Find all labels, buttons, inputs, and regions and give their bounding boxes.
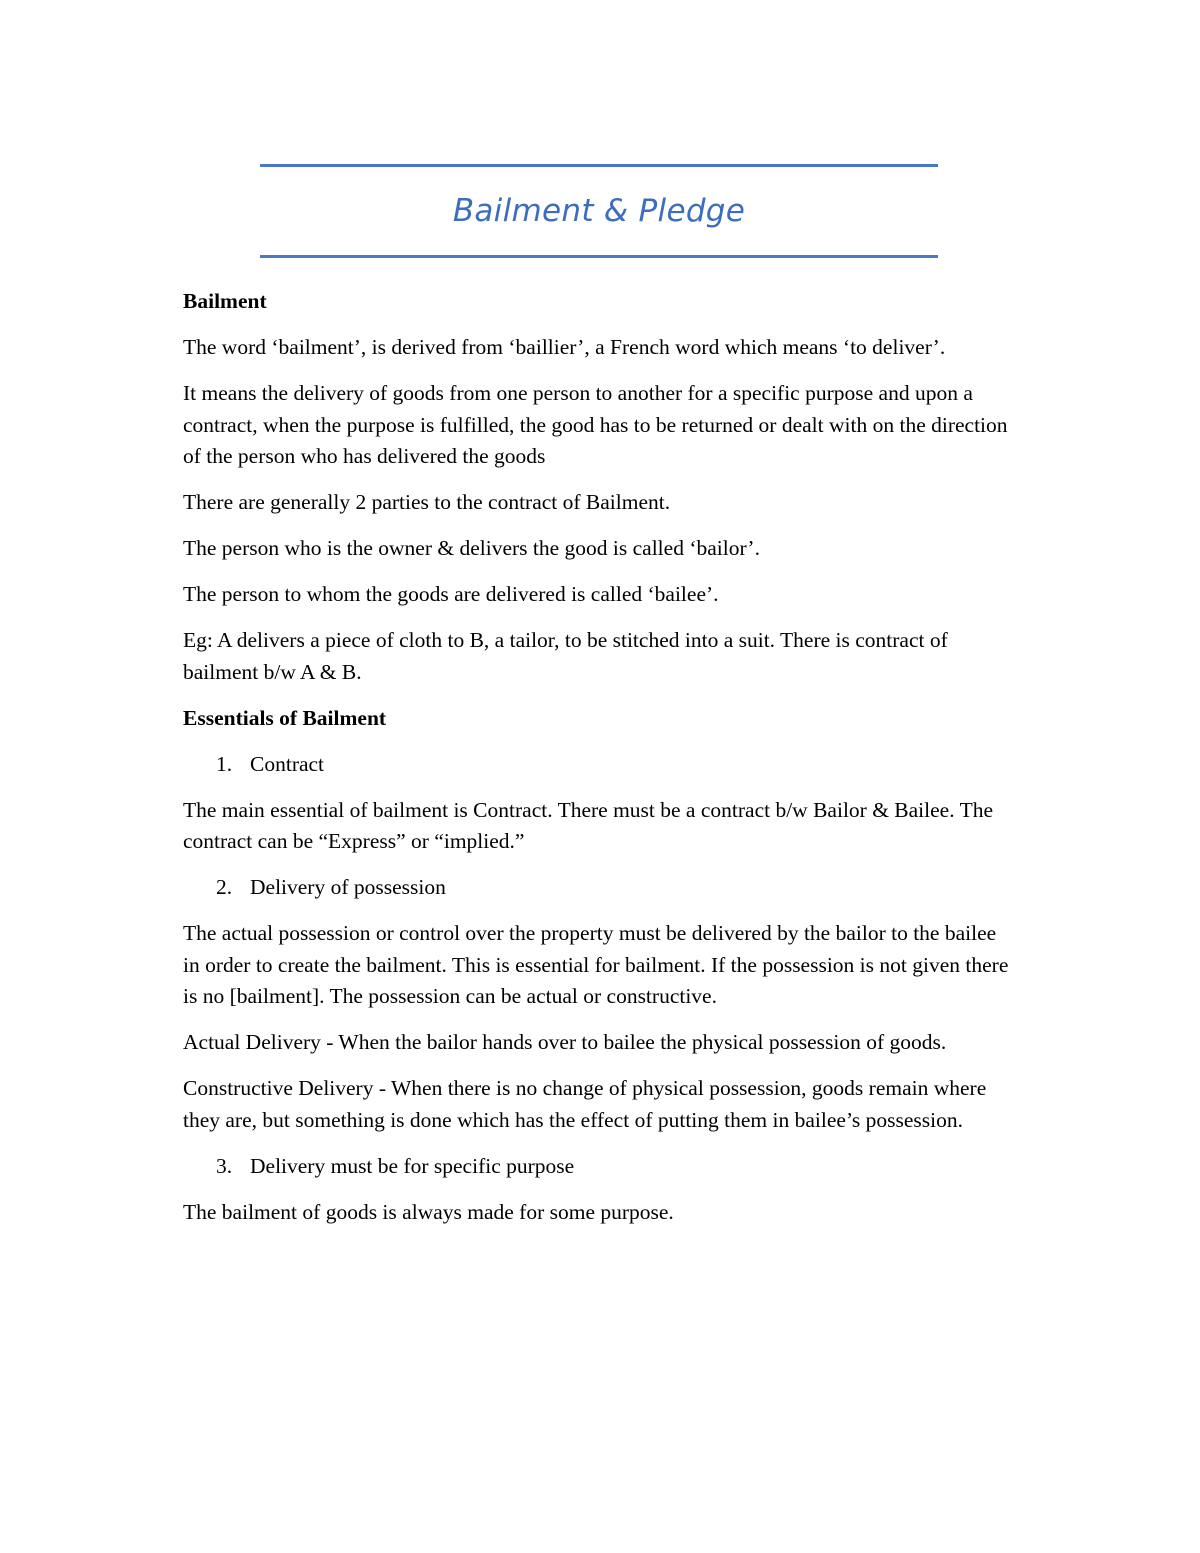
- paragraph-derivation: The word ‘bailment’, is derived from ‘baillier’, a French word which means ‘to deliver’.: [183, 335, 946, 359]
- heading-essentials: Essentials of Bailment: [183, 705, 387, 730]
- document-body: [183, 286, 1018, 1243]
- paragraph-constructive-delivery: Constructive Delivery - When there is no change of physical possession, goods remain where they are, but something is done which has the effect of putting them in bailee’s possession.: [183, 1076, 987, 1132]
- paragraph-meaning: It means the delivery of goods from one person to another for a specific purpose and upon a contract, when the purpose is fulfilled, the good has to be returned or dealt with on the direction of the person who has delivered the goods: [183, 381, 1008, 468]
- paragraph-purpose: The bailment of goods is always made for some purpose.: [183, 1199, 674, 1224]
- title-bottom-rule: [260, 255, 938, 258]
- list-number: 2.: [216, 875, 233, 899]
- paragraph-possession: The actual possession or control over the property must be delivered by the bailor to the bailee in order to create the bailment. This is essential for bailment. If the possession is not given there is no [bailment]. The possession can be actual or constructive.: [183, 921, 1009, 1008]
- paragraph-example: Eg: A delivers a piece of cloth to B, a tailor, to be stitched into a suit. There is contract of bailment b/w A & B.: [183, 628, 948, 684]
- list-item-specific-purpose: [183, 1151, 1018, 1183]
- list-item-delivery-of-possession: [183, 872, 1018, 904]
- document-title: Bailment & Pledge: [452, 193, 746, 229]
- list-number: 1.: [216, 751, 233, 776]
- paragraph-actual-delivery: Actual Delivery - When the bailor hands over to bailee the physical possession of goods.: [183, 1030, 947, 1054]
- title-block: [260, 164, 938, 258]
- title-top-rule: [260, 164, 938, 167]
- list-label: Delivery must be for specific purpose: [250, 1153, 575, 1178]
- list-item-contract: [183, 749, 1018, 781]
- list-label: Delivery of possession: [250, 875, 446, 899]
- heading-bailment: Bailment: [183, 289, 267, 313]
- paragraph-bailor: The person who is the owner & delivers the good is called ‘bailor’.: [183, 536, 760, 560]
- paragraph-contract: The main essential of bailment is Contract. There must be a contract b/w Bailor & Bailee. The contract can be “Express” or “implied.”: [183, 797, 993, 853]
- paragraph-parties: There are generally 2 parties to the contract of Bailment.: [183, 490, 671, 514]
- list-number: 3.: [216, 1153, 233, 1178]
- list-label: Contract: [250, 751, 325, 776]
- paragraph-bailee: The person to whom the goods are delivered is called ‘bailee’.: [183, 582, 719, 606]
